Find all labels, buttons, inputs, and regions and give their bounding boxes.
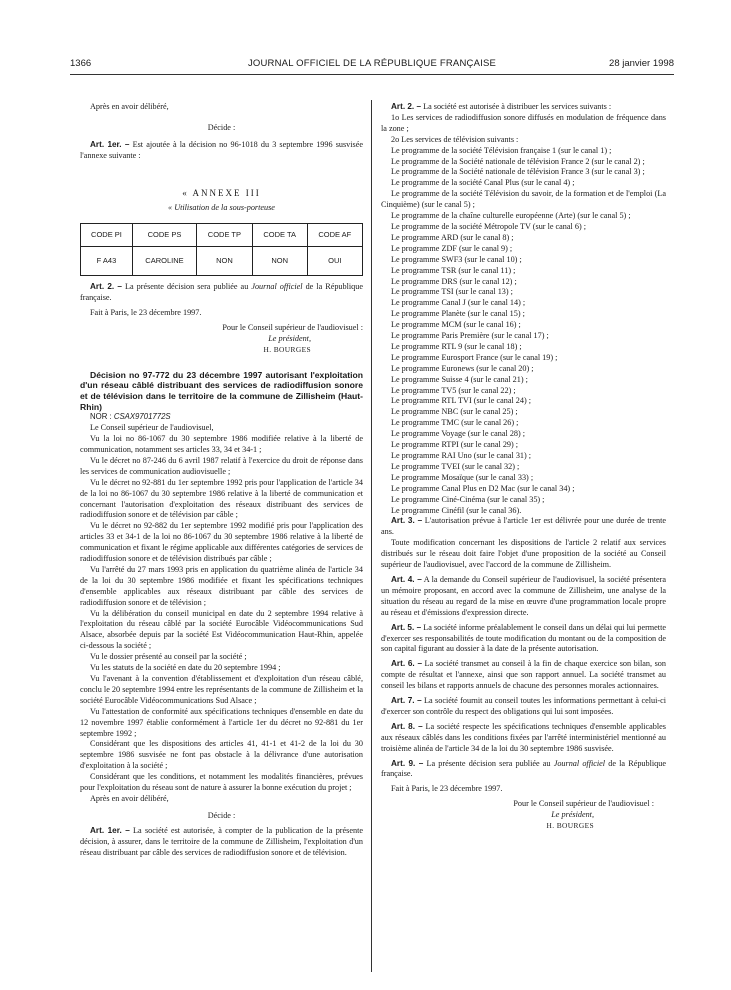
services-intro-radio: 1o Les services de radiodiffusion sonore diffusés en modulation de fréquence dans la zone ; [381,112,666,133]
article-5: Art. 5. – La société informe préalablement le conseil dans un délai qui lui permette d'exercer ses responsabilités de toute modification du montant ou de la composition de son capital figurant au dossier à la date de la présente autorisation. [381,622,666,654]
programme-item: Le programme TSI (sur le canal 13) ; [391,287,513,297]
decide-heading: Décide : [207,810,236,820]
article-3-paragraph: Toute modification concernant les dispositions de l'article 2 relatif aux services distribués sur le réseau doit faire l'objet d'une proposition de la société au Conseil supérieur de l'audiovisuel, avec l'accord de la commune de Zillisheim. [381,538,666,570]
decision-paragraph: Vu la délibération du conseil municipal en date du 2 septembre 1994 relative à l'exploitation du réseau câblé par la société Eurocâble Vidéocommunications Sud Alsace, absorbée depuis par la société Est Vidéocommunication Haut-Rhin, appelée ci-dessous la société ; [80,608,363,651]
table-cell: NON [252,247,307,276]
programme-item: Le programme TMC (sur le canal 26) ; [391,418,519,428]
signature-title: Le président, [268,334,311,344]
article-1-authorization: Art. 1er. – La société est autorisée, à compter de la publication de la présente décision, à assurer, dans le territoire de la commune de Zillisheim, l'exploitation d'un réseau distribuant par câble des services de radiodiffusion sonore et de télévision. [80,825,363,857]
programme-item: Le programme de la chaîne culturelle européenne (Arte) (sur le canal 5) ; [391,211,631,221]
done-at-paris: Fait à Paris, le 23 décembre 1997. [391,784,503,794]
page-header [70,56,674,72]
right-column [381,102,666,832]
signature-council: Pour le Conseil supérieur de l'audiovisuel : [222,323,363,333]
decision-paragraph: Vu le décret no 92-882 du 1er septembre 1992 modifié pris pour l'application des articles 33 et 34-1 de la loi no 86-1067 du 30 septembre 1986 relative à la liberté de communication et fixant le régime applicable aux différentes catégories de services de radiodiffusion sonore et de télévision distribués par câble ; [80,521,363,564]
decision-paragraph: Vu la loi no 86-1067 du 30 septembre 1986 modifiée relative à la liberté de communication, notamment ses articles 33, 34 et 34-1 ; [80,434,363,454]
programme-item: Le programme TVEI (sur le canal 32) ; [391,461,520,471]
decision-paragraph: Vu l'avenant à la convention d'établissement et d'exploitation d'un réseau câblé, conclu le 20 septembre 1994 entre les représentants de la commune de Zillisheim et la société Eurocâble Vidéocommunications Sud Alsace ; [80,674,363,705]
header-divider [70,74,674,75]
programme-item: Le programme Ciné-Cinéma (sur le canal 35) ; [391,494,545,504]
table-cell: OUI [307,247,362,276]
programme-item: Le programme NBC (sur le canal 25) ; [391,407,518,417]
article-6: Art. 6. – La société transmet au conseil à la fin de chaque exercice son bilan, son compte de résultat et l'annexe, ainsi que son rapport annuel. La société transmet au conseil les bilans et rapports annuels de chacune des personnes morales actionnaires. [381,659,666,691]
table-row [81,247,363,276]
nor-reference: NOR : CSAX9701772S [90,412,171,422]
table-header-cell: CODE PI [81,224,133,247]
signature-council: Pour le Conseil supérieur de l'audiovisuel : [513,799,654,809]
programme-item: Le programme Mosaïque (sur le canal 33) ; [391,472,534,482]
annex-subtitle: « Utilisation de la sous-porteuse [168,202,275,212]
programme-item: Le programme RTL 9 (sur le canal 18) ; [391,341,522,351]
signature-name: H. BOURGES [546,821,594,831]
programme-item: Le programme Planète (sur le canal 15) ; [391,309,525,319]
programme-item: Le programme Cinéfil (sur le canal 36). [391,505,522,515]
signature-name: H. BOURGES [263,344,311,354]
table-cell: CAROLINE [132,247,196,276]
table-header-cell: CODE AF [307,224,362,247]
decision-paragraph: Considérant que les dispositions des articles 41, 41-1 et 41-2 de la loi du 30 septembre 1986 susvisée ne font pas obstacle à la délivrance d'une autorisation d'exploitation à la société ; [80,739,363,771]
table-cell: F A43 [81,247,133,276]
signature-title: Le président, [551,810,594,820]
programme-item: Le programme Paris Première (sur le canal 17) ; [391,331,549,341]
programme-item: Le programme de la Société nationale de télévision France 2 (sur le canal 2) ; [391,156,645,166]
decision-paragraph: Considérant que les conditions, et notamment les modalités financières, prévues pour l'exploitation du réseau sont de nature à assurer la bonne exécution du projet ; [80,772,363,793]
programme-item: Le programme TV5 (sur le canal 22) ; [391,385,516,395]
decision-title: Décision no 97-772 du 23 décembre 1997 autorisant l'exploitation d'un réseau câblé distribuant des services de radiodiffusion sonore et de télévision dans le territoire de la commune de Zillisheim (Haut-Rhin) [80,369,363,412]
table-header-cell: CODE TA [252,224,307,247]
table-cell: NON [197,247,253,276]
programme-item: Le programme Canal Plus en D2 Mac (sur le canal 34) ; [391,483,575,493]
decision-paragraph: Vu le décret no 87-246 du 6 avril 1987 relatif à l'exercice du droit de réponse dans les services de communication audiovisuelle ; [80,455,363,476]
decision-paragraph: Vu l'attestation de conformité aux spécifications techniques d'ensemble en date du 12 novembre 1997 établie conformément à l'article 1er du décret no 92-881 du 1er septembre 1992 ; [80,706,363,738]
article-3: Art. 3. – L'autorisation prévue à l'article 1er est délivrée pour une durée de trente ans. [381,516,666,537]
done-at-paris: Fait à Paris, le 23 décembre 1997. [90,308,202,318]
table-header-cell: CODE TP [197,224,253,247]
article-9: Art. 9. – La présente décision sera publiée au Journal officiel de la République française. [381,758,666,779]
programme-item: Le programme DRS (sur le canal 12) ; [391,276,517,286]
decision-paragraph: Vu le décret no 92-881 du 1er septembre 1992 pris pour l'application de l'article 34 de la loi no 86-1067 du 30 septembre 1986 relative à la liberté de communication et concernant l'autorisation d'exploitation des réseaux distribuant des services de radiodiffusion sonore et de télévision par câble ; [80,477,363,520]
programme-list [381,146,666,517]
programme-item: Le programme RAI Uno (sur le canal 31) ; [391,451,532,460]
programme-item: Le programme MCM (sur le canal 16) ; [391,320,521,330]
decide-heading: Décide : [207,122,236,132]
programme-item: Le programme de la société Canal Plus (sur le canal 4) ; [391,178,575,188]
table-header-row [81,224,363,247]
decision-paragraph: Après en avoir délibéré, [90,793,169,803]
column-divider [371,100,372,972]
programme-item: Le programme RTL TVI (sur le canal 24) ; [391,396,532,406]
programme-item: Le programme TSR (sur le canal 11) ; [391,265,516,275]
decision-paragraph: Vu le dossier présenté au conseil par la société ; [90,652,247,662]
programme-item: Le programme Eurosport France (sur le canal 19) ; [391,352,558,362]
programme-item: Le programme SWF3 (sur le canal 10) ; [391,254,522,264]
programme-item: Le programme ZDF (sur le canal 9) ; [391,243,513,253]
subcarrier-table [80,223,363,276]
decision-body [80,423,363,805]
article-2-services: Art. 2. – La société est autorisée à distribuer les services suivants : [391,102,612,111]
article-8: Art. 8. – La société respecte les spécifications techniques d'ensemble applicables aux réseaux câblés dans les conditions fixées par l'arrêté interministériel mentionné au troisième alinéa de l'article 34 de la loi du 30 septembre 1986 susvisée. [381,721,666,753]
article-label: Art. 1er. – [90,139,130,149]
decision-paragraph: Vu les statuts de la société en date du 20 septembre 1994 ; [90,663,281,673]
deliberation-text: Après en avoir délibéré, [90,102,169,111]
programme-item: Le programme Suisse 4 (sur le canal 21) ; [391,374,528,384]
article-4: Art. 4. – A la demande du Conseil supérieur de l'audiovisuel, la société présentera un mémoire proposant, en accord avec la commune de Zillisheim, une analyse de la situation du réseau au regard de la mise en œuvre d'une programmation locale propre au réseau et d'émissions d'expression directe. [381,574,666,617]
article-1-annex: Art. 1er. – Est ajoutée à la décision no 96-1018 du 3 septembre 1996 susvisée l'annexe suivante : [80,139,363,160]
left-column [80,102,363,859]
article-7: Art. 7. – La société fournit au conseil toutes les informations permettant à celui-ci d'exercer son contrôle du respect des obligations qui lui sont imposées. [381,696,666,716]
decision-paragraph: Vu l'arrêté du 27 mars 1993 pris en application du quatrième alinéa de l'article 34 de la loi du 30 septembre 1986 modifiée et fixant les spécifications techniques d'ensemble applicables aux réseaux distribuant par câble des services de radiodiffusion sonore et de télévision ; [80,564,363,607]
programme-item: Le programme de la société Télévision française 1 (sur le canal 1) ; [391,145,612,155]
table-header-cell: CODE PS [132,224,196,247]
programme-item: Le programme Canal J (sur le canal 14) ; [391,298,526,308]
decision-paragraph: Le Conseil supérieur de l'audiovisuel, [90,423,214,433]
programme-item: Le programme Voyage (sur le canal 28) ; [391,429,526,439]
issue-date: 28 janvier 1998 [609,58,674,69]
programme-item: Le programme de la société Métropole TV (sur le canal 6) ; [391,221,586,231]
programme-item: Le programme Euronews (sur le canal 20) ; [391,363,534,373]
journal-title: JOURNAL OFFICIEL DE LA RÉPUBLIQUE FRANÇAISE [247,58,497,69]
programme-item: Le programme RTPI (sur le canal 29) ; [391,440,519,450]
programme-item: Le programme ARD (sur le canal 8) ; [391,232,514,242]
annex-title: « ANNEXE III [182,187,261,198]
article-2-publication: Art. 2. – La présente décision sera publiée au Journal officiel de la République française. [80,282,363,303]
programme-item: Le programme de la société Télévision du savoir, de la formation et de l'emploi (La Cinquième) (sur le canal 5) ; [381,189,666,210]
programme-item: Le programme de la Société nationale de télévision France 3 (sur le canal 3) ; [391,167,645,177]
page-number: 1366 [70,58,92,69]
services-intro-tv: 2o Les services de télévision suivants : [391,134,519,144]
